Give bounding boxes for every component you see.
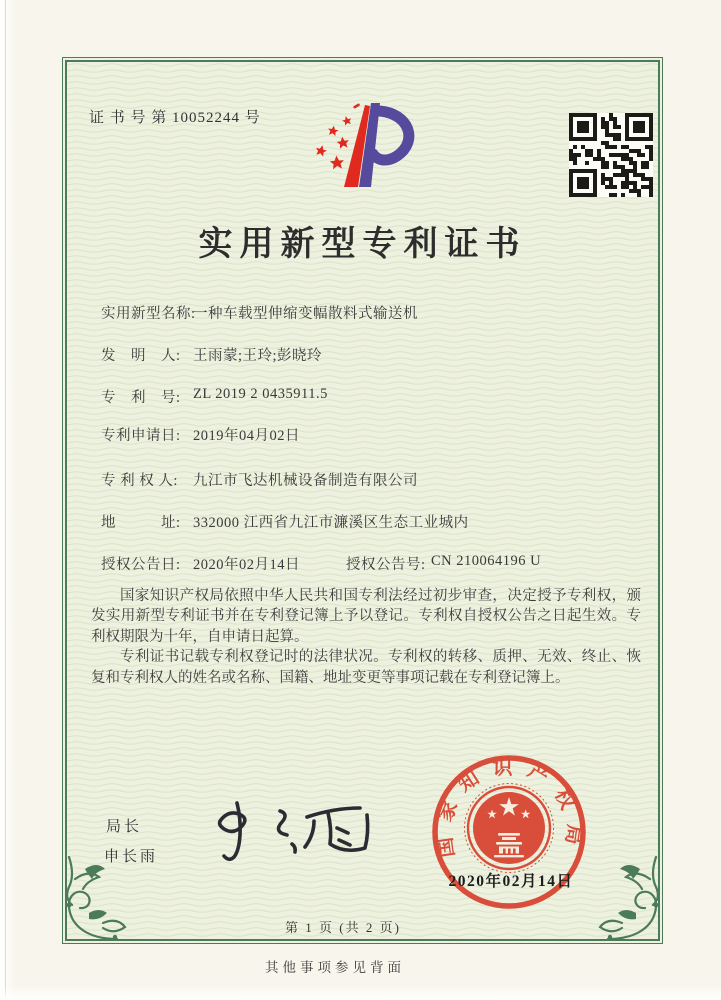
commissioner-title: 局长: [106, 819, 143, 835]
field-label: 专利申请日:: [101, 428, 181, 444]
seal-date: 2020年02月14日: [448, 873, 574, 890]
corner-flourish-left-icon: [55, 855, 139, 951]
field-value: 2019年04月02日: [193, 428, 300, 444]
field-label: 专 利 号:: [101, 390, 181, 406]
legal-paragraph-2: 专利证书记载专利权登记时的法律状况。专利权的转移、质押、无效、终止、恢复和专利权人的姓名或名称、国籍、地址变更等事项记载在专利登记簿上。: [91, 649, 641, 686]
page-crease-line: [5, 0, 6, 1000]
field-label: 专 利 权 人:: [101, 473, 178, 489]
field-value: 332000 江西省九江市濂溪区生态工业城内: [193, 515, 469, 531]
field-value: ZL 2019 2 0435911.5: [193, 386, 328, 402]
field-label: 地 址:: [101, 515, 181, 531]
legal-paragraph-1: 国家知识产权局依照中华人民共和国专利法经过初步审查，决定授予专利权，颁发实用新型专利证书并在专利登记簿上予以登记。专利权自授权公告之日起生效。专利权期限为十年，自申请日起算。: [91, 588, 641, 645]
field-value: 王雨蒙;王玲;彭晓玲: [193, 348, 323, 364]
field-label: 发 明 人:: [101, 348, 181, 364]
field-row-inventors: [63, 344, 662, 364]
corner-flourish-right-icon: [586, 855, 670, 951]
commissioner-name: 申长雨: [104, 849, 159, 865]
seal-text: 国家知识产权局: [432, 757, 586, 859]
field-row-patent-number: [63, 386, 662, 406]
field-label: 实用新型名称:: [101, 306, 196, 322]
grant-number-label: 授权公告号:: [346, 557, 426, 573]
field-value: 一种车载型伸缩变幅散料式输送机: [193, 306, 418, 322]
grant-number-value: CN 210064196 U: [431, 553, 542, 569]
field-row-grant: [63, 553, 662, 573]
commissioner-signature: [206, 787, 376, 871]
grant-date-label: 授权公告日:: [101, 557, 181, 573]
field-row-patent-name: [63, 302, 662, 322]
page-number: 第 1 页 (共 2 页): [285, 920, 401, 935]
certificate-title: 实用新型专利证书: [198, 226, 527, 263]
grant-date-value: 2020年02月14日: [193, 557, 300, 573]
page-edge-bottom: [0, 986, 721, 1000]
certificate-number: 证 书 号 第 10052244 号: [89, 110, 261, 126]
qr-code: [569, 113, 653, 197]
legal-statement: [91, 586, 641, 688]
field-row-patentee: [63, 469, 662, 489]
field-value: 九江市飞达机械设备制造有限公司: [193, 473, 418, 489]
field-row-address: [63, 511, 662, 531]
official-seal: [424, 747, 594, 917]
field-row-filing-date: [63, 424, 662, 444]
back-side-note: 其他事项参见背面: [265, 960, 405, 975]
patent-office-logo-icon: [309, 99, 429, 195]
page-edge-light: [0, 0, 16, 1000]
certificate-border-frame: [62, 57, 663, 944]
